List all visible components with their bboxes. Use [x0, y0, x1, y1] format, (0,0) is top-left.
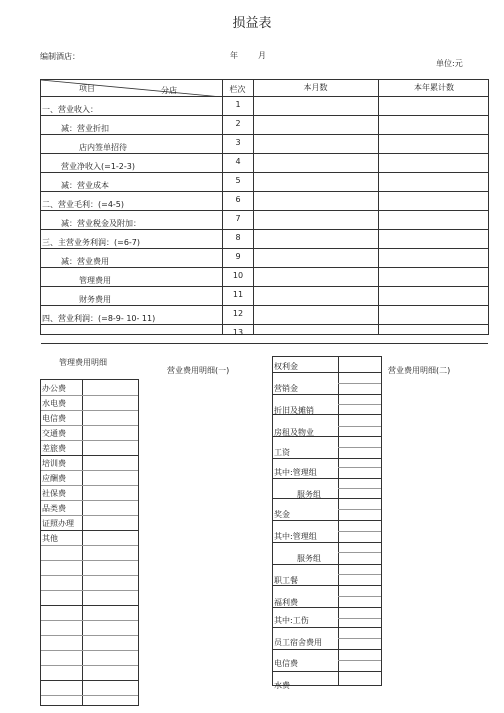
- cell-divider: [41, 485, 138, 486]
- cell-divider: [41, 650, 138, 651]
- row-divider: [41, 115, 488, 116]
- row-divider: [41, 134, 488, 135]
- op2-item-label: 其中:工伤: [274, 616, 309, 625]
- cell-divider: [338, 531, 381, 532]
- row-number: 5: [235, 176, 241, 185]
- mgmt-item-label: 其他: [42, 534, 58, 543]
- cell-divider: [41, 440, 138, 441]
- cell-divider: [41, 680, 138, 681]
- op2-item-label: 营销金: [274, 384, 298, 393]
- op2-item-label: 服务组: [297, 554, 321, 563]
- row-number: 10: [232, 271, 244, 280]
- row-label: 二、营业毛利：(=4-5): [42, 200, 125, 209]
- cell-divider: [273, 627, 381, 628]
- op2-expense-table: [272, 356, 382, 690]
- cell-divider: [273, 671, 381, 672]
- cell-divider: [338, 404, 381, 405]
- cell-divider: [41, 620, 138, 621]
- row-number: 3: [235, 138, 241, 147]
- op2-item-label: 房租及物业: [274, 428, 314, 437]
- row-divider: [41, 286, 488, 287]
- hotel-label: 编制酒店：: [40, 52, 80, 61]
- op2-item-label: 其中:管理组: [274, 532, 317, 541]
- cell-divider: [273, 564, 381, 565]
- op2-item-label: 电信费: [274, 659, 298, 668]
- cell-divider: [41, 395, 138, 396]
- op2-item-label: 折旧及摊销: [274, 406, 314, 415]
- cell-divider: [273, 542, 381, 543]
- cell-divider: [41, 575, 138, 576]
- cell-divider: [273, 394, 381, 395]
- row-number: 12: [232, 309, 244, 318]
- cell-divider: [338, 660, 381, 661]
- cell-divider: [41, 410, 138, 411]
- row-number: 1: [235, 100, 241, 109]
- op2-item-label: 员工宿舍费用: [274, 638, 322, 647]
- row-divider: [41, 210, 488, 211]
- op1-title: 营业费用明细(一): [167, 366, 230, 375]
- row-number: 13: [232, 328, 244, 337]
- op2-item-label: 福利费: [274, 598, 298, 607]
- mgmt-item-label: 应酬费: [42, 474, 66, 483]
- cell-divider: [41, 605, 138, 606]
- cell-divider: [41, 665, 138, 666]
- cell-divider: [338, 447, 381, 448]
- cell-divider: [273, 372, 381, 373]
- row-number: 7: [235, 214, 241, 223]
- row-divider: [41, 153, 488, 154]
- cell-divider: [41, 635, 138, 636]
- row-label: 减：营业折扣: [61, 124, 109, 133]
- cell-divider: [273, 649, 381, 650]
- op2-item-label: 工资: [274, 448, 290, 457]
- row-label: 减：营业成本: [61, 181, 109, 190]
- col-line-header: 栏次: [229, 85, 246, 94]
- row-number: 6: [235, 195, 241, 204]
- row-divider: [41, 191, 488, 192]
- row-number: 8: [235, 233, 241, 242]
- row-label: 减：营业税金及附加：: [61, 219, 141, 228]
- mgmt-item-label: 交通费: [42, 429, 66, 438]
- cell-divider: [41, 500, 138, 501]
- row-divider: [41, 172, 488, 173]
- row-divider: [41, 229, 488, 230]
- cell-divider: [338, 426, 381, 427]
- cell-divider: [41, 545, 138, 546]
- op2-title: 营业费用明细(二): [388, 366, 451, 375]
- cell-divider: [338, 638, 381, 639]
- page-title: 损益表: [232, 16, 272, 31]
- op2-item-label: 服务组: [297, 490, 321, 499]
- op2-item-label: 水费: [274, 681, 290, 690]
- mgmt-item-label: 电信费: [42, 414, 66, 423]
- header-diagonal: [41, 80, 222, 97]
- row-label: 管理费用: [79, 276, 111, 285]
- mgmt-expense-table: [40, 379, 139, 706]
- mgmt-item-label: 社保费: [42, 489, 66, 498]
- row-label: 三、主营业务利润：(=6-7): [42, 238, 141, 247]
- cell-divider: [41, 470, 138, 471]
- op2-item-label: 其中:管理组: [274, 468, 317, 477]
- cell-divider: [273, 520, 381, 521]
- mgmt-item-label: 品类费: [42, 504, 66, 513]
- cell-divider: [41, 530, 138, 531]
- cell-divider: [338, 596, 381, 597]
- row-label: 营业净收入(=1-2-3): [61, 162, 135, 171]
- cell-divider: [338, 467, 381, 468]
- mgmt-item-label: 培训费: [42, 459, 66, 468]
- op2-item-label: 权利金: [274, 362, 298, 371]
- cell-divider: [338, 552, 381, 553]
- row-number: 11: [232, 290, 244, 299]
- cell-divider: [273, 458, 381, 459]
- row-number: 4: [235, 157, 241, 166]
- cell-divider: [338, 509, 381, 510]
- row-divider: [41, 343, 488, 344]
- row-divider: [41, 305, 488, 306]
- cell-divider: [41, 515, 138, 516]
- cell-divider: [41, 695, 138, 696]
- cell-divider: [273, 478, 381, 479]
- income-statement-table: [40, 79, 489, 335]
- row-divider: [41, 324, 488, 325]
- month-label: 月: [258, 51, 266, 60]
- row-divider: [41, 267, 488, 268]
- op2-item-label: 职工餐: [274, 576, 298, 585]
- row-number: 2: [235, 119, 241, 128]
- mgmt-item-label: 办公费: [42, 384, 66, 393]
- cell-divider: [41, 425, 138, 426]
- cell-divider: [273, 498, 381, 499]
- cell-divider: [338, 574, 381, 575]
- unit-label: 单位:元: [436, 59, 463, 68]
- cell-divider: [41, 560, 138, 561]
- mgmt-item-label: 证照办理: [42, 519, 74, 528]
- mgmt-item-label: 水电费: [42, 399, 66, 408]
- year-label: 年: [230, 51, 238, 60]
- col-month-header: 本月数: [303, 83, 328, 92]
- row-number: 9: [235, 252, 241, 261]
- cell-divider: [41, 590, 138, 591]
- mgmt-item-label: 差旅费: [42, 444, 66, 453]
- row-label: 四、营业利润：(=8-9- 10- 11): [42, 314, 156, 323]
- row-label: 一、营业收入：: [42, 105, 98, 114]
- row-label: 减：营业费用: [61, 257, 109, 266]
- cell-divider: [338, 383, 381, 384]
- cell-divider: [338, 488, 381, 489]
- cell-divider: [338, 618, 381, 619]
- row-label: 财务费用: [79, 295, 111, 304]
- col-item-header: 项目: [79, 84, 95, 93]
- mgmt-title: 管理费用明细: [59, 358, 107, 367]
- cell-divider: [41, 455, 138, 456]
- col-ytd-header: 本年累计数: [414, 83, 454, 92]
- col-branch-header: 分店: [161, 86, 177, 95]
- op2-item-label: 奖金: [274, 510, 290, 519]
- row-label: 店内签单招待: [79, 143, 127, 152]
- row-divider: [41, 248, 488, 249]
